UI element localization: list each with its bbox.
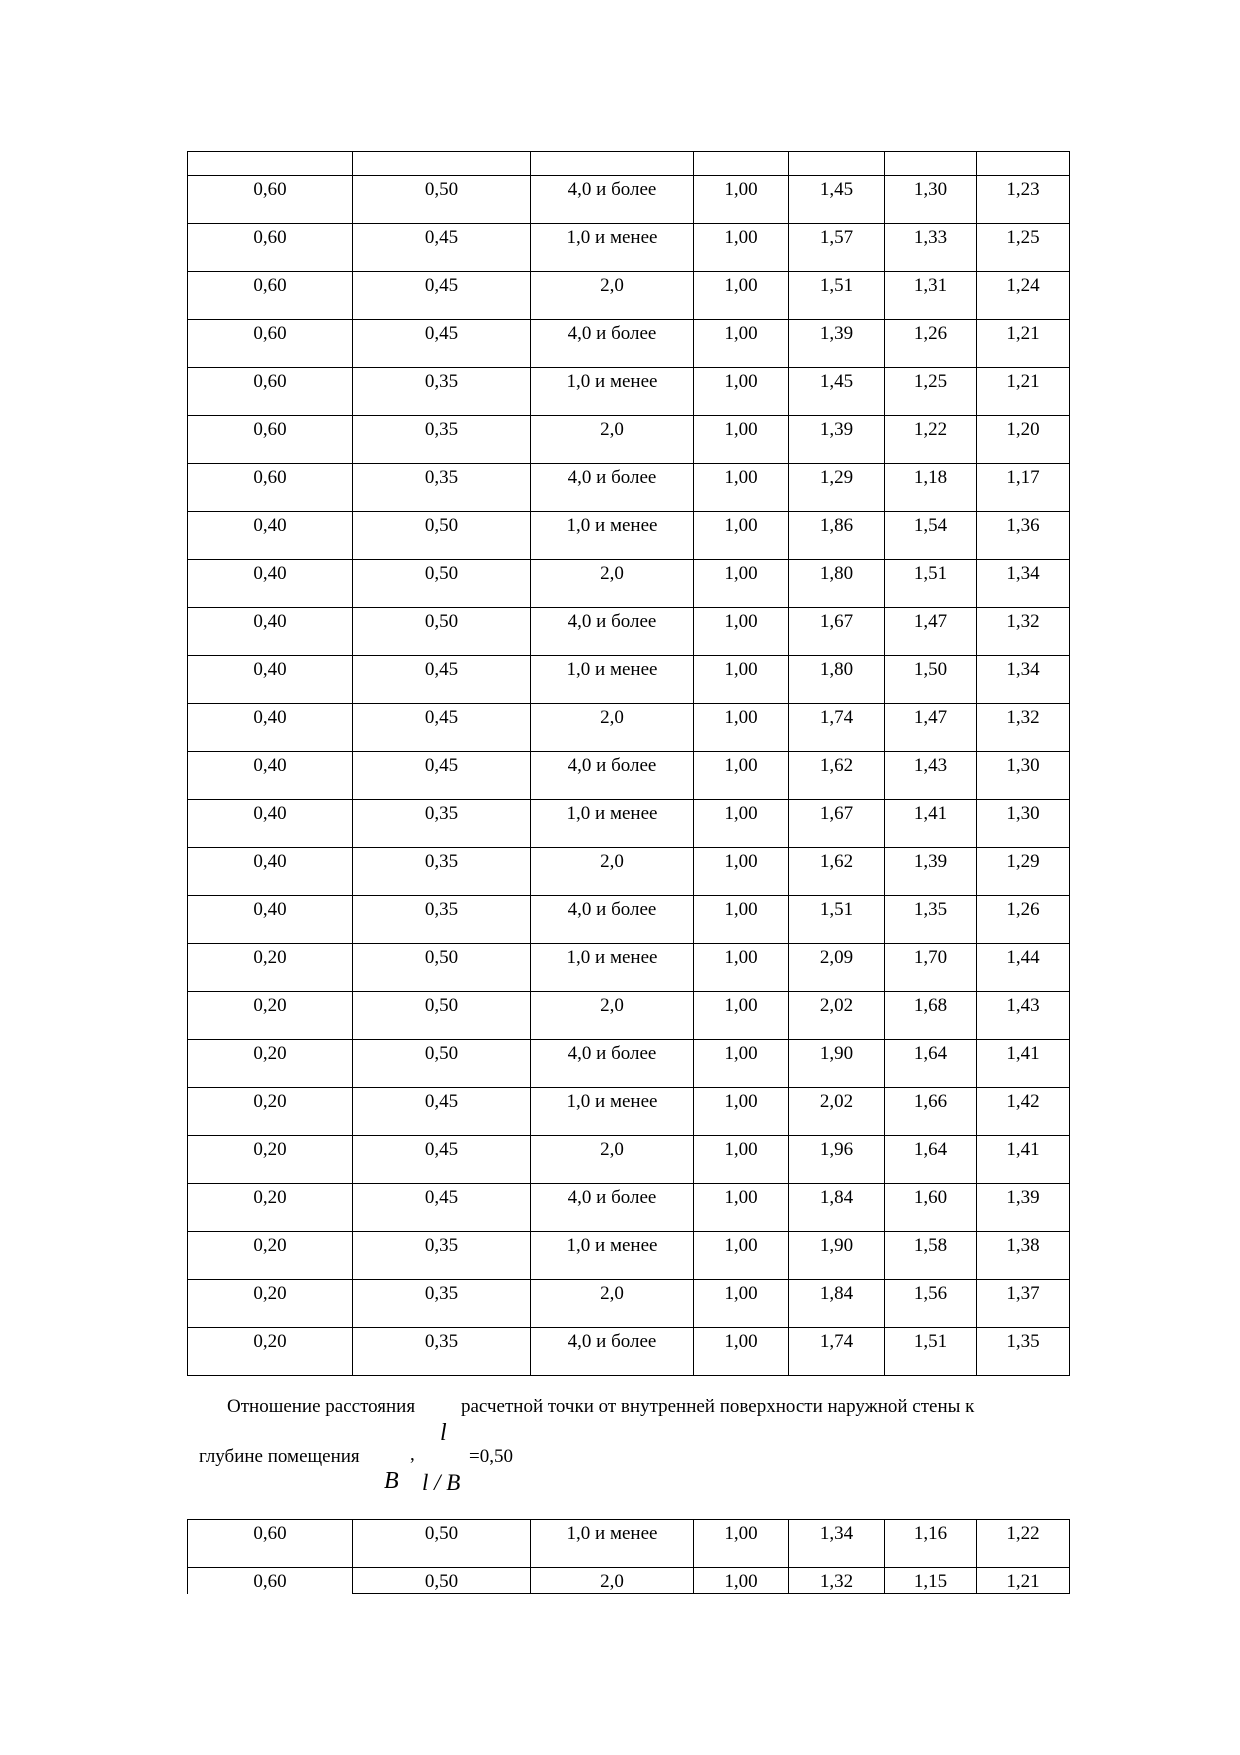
table-cell: 0,35 bbox=[353, 416, 531, 464]
table-cell: 0,35 bbox=[353, 848, 531, 896]
table-cell: 1,51 bbox=[789, 896, 885, 944]
table-cell: 0,50 bbox=[353, 1040, 531, 1088]
table-row bbox=[188, 464, 1070, 512]
table-cell: 1,35 bbox=[977, 1328, 1070, 1376]
table-cell: 1,0 и менее bbox=[531, 800, 694, 848]
table-cell: 1,30 bbox=[885, 176, 977, 224]
table-cell: 2,0 bbox=[531, 416, 694, 464]
table-cell: 1,00 bbox=[694, 1280, 789, 1328]
table-cell: 1,30 bbox=[977, 800, 1070, 848]
table-row bbox=[188, 1232, 1070, 1280]
table-cell: 1,41 bbox=[977, 1040, 1070, 1088]
table-row bbox=[188, 416, 1070, 464]
table-cell: 1,47 bbox=[885, 608, 977, 656]
data-table bbox=[187, 151, 1070, 1376]
table-header-row bbox=[188, 152, 1070, 176]
table-cell: 1,39 bbox=[789, 320, 885, 368]
table-cell: 1,67 bbox=[789, 608, 885, 656]
table-cell: 1,45 bbox=[789, 176, 885, 224]
table-cell: 2,0 bbox=[531, 1136, 694, 1184]
table-cell: 0,45 bbox=[353, 1136, 531, 1184]
table-row bbox=[188, 368, 1070, 416]
table-cell: 0,60 bbox=[188, 320, 353, 368]
table-row bbox=[188, 272, 1070, 320]
table-cell: 2,0 bbox=[531, 1568, 694, 1594]
table-cell: 1,62 bbox=[789, 752, 885, 800]
table-cell: 1,00 bbox=[694, 608, 789, 656]
table-cell: 4,0 и более bbox=[531, 752, 694, 800]
table-cell: 0,20 bbox=[188, 1040, 353, 1088]
table-cell: 1,51 bbox=[885, 1328, 977, 1376]
table-cell: 0,45 bbox=[353, 1184, 531, 1232]
table-cell: 1,30 bbox=[977, 752, 1070, 800]
table-cell: 1,96 bbox=[789, 1136, 885, 1184]
table-row bbox=[188, 224, 1070, 272]
table-cell: 1,00 bbox=[694, 1184, 789, 1232]
table-cell: 1,33 bbox=[885, 224, 977, 272]
table-cell: 1,00 bbox=[694, 512, 789, 560]
table-cell: 0,45 bbox=[353, 1088, 531, 1136]
header-cell bbox=[885, 152, 977, 176]
table-cell: 1,21 bbox=[977, 320, 1070, 368]
table-cell: 1,15 bbox=[885, 1568, 977, 1594]
table-cell: 1,47 bbox=[885, 704, 977, 752]
table-cell: 1,00 bbox=[694, 1568, 789, 1594]
table-cell: 0,40 bbox=[188, 512, 353, 560]
header-cell bbox=[694, 152, 789, 176]
caption-ratio-value: =0,50 bbox=[469, 1446, 513, 1467]
table-cell: 1,62 bbox=[789, 848, 885, 896]
table-row bbox=[188, 1184, 1070, 1232]
table-cell: 1,34 bbox=[789, 1520, 885, 1568]
table-cell: 1,68 bbox=[885, 992, 977, 1040]
table-cell: 2,0 bbox=[531, 272, 694, 320]
table-cell: 1,80 bbox=[789, 560, 885, 608]
table-cell: 1,00 bbox=[694, 416, 789, 464]
table-cell: 1,39 bbox=[977, 1184, 1070, 1232]
table-cell: 1,29 bbox=[977, 848, 1070, 896]
table-cell: 1,39 bbox=[789, 416, 885, 464]
table-cell: 0,20 bbox=[188, 1328, 353, 1376]
table-cell: 1,00 bbox=[694, 176, 789, 224]
table-row bbox=[188, 176, 1070, 224]
table-cell: 0,45 bbox=[353, 704, 531, 752]
data-table-continued bbox=[187, 1519, 1070, 1594]
table-cell: 1,74 bbox=[789, 704, 885, 752]
table-cell: 1,43 bbox=[977, 992, 1070, 1040]
table-cell: 1,0 и менее bbox=[531, 1232, 694, 1280]
table-cell: 0,40 bbox=[188, 560, 353, 608]
table-cell: 0,20 bbox=[188, 1184, 353, 1232]
table-cell: 4,0 и более bbox=[531, 320, 694, 368]
table-cell: 1,36 bbox=[977, 512, 1070, 560]
table-cell: 0,60 bbox=[188, 224, 353, 272]
table-row bbox=[188, 992, 1070, 1040]
table-cell: 0,35 bbox=[353, 896, 531, 944]
table-cell: 0,45 bbox=[353, 224, 531, 272]
header-cell bbox=[977, 152, 1070, 176]
table-cell: 1,64 bbox=[885, 1040, 977, 1088]
table-row bbox=[188, 560, 1070, 608]
table-cell: 1,26 bbox=[885, 320, 977, 368]
table-cell: 1,31 bbox=[885, 272, 977, 320]
table-cell: 0,60 bbox=[188, 1568, 353, 1594]
table-cell: 1,0 и менее bbox=[531, 1088, 694, 1136]
table-cell: 1,21 bbox=[977, 368, 1070, 416]
table-cell: 1,24 bbox=[977, 272, 1070, 320]
table-cell: 1,20 bbox=[977, 416, 1070, 464]
table-cell: 1,0 и менее bbox=[531, 224, 694, 272]
table-cell: 1,00 bbox=[694, 320, 789, 368]
table-cell: 2,02 bbox=[789, 1088, 885, 1136]
table-cell: 1,56 bbox=[885, 1280, 977, 1328]
table-row bbox=[188, 656, 1070, 704]
table-cell: 0,35 bbox=[353, 800, 531, 848]
table-cell: 0,35 bbox=[353, 1328, 531, 1376]
table-cell: 1,39 bbox=[885, 848, 977, 896]
table-cell: 1,51 bbox=[789, 272, 885, 320]
table-cell: 0,50 bbox=[353, 560, 531, 608]
table-cell: 0,50 bbox=[353, 176, 531, 224]
table-cell: 1,18 bbox=[885, 464, 977, 512]
table-cell: 0,50 bbox=[353, 1568, 531, 1594]
table-cell: 1,00 bbox=[694, 1136, 789, 1184]
table-cell: 0,40 bbox=[188, 608, 353, 656]
table-cell: 1,42 bbox=[977, 1088, 1070, 1136]
table-cell: 1,45 bbox=[789, 368, 885, 416]
table-row bbox=[188, 1136, 1070, 1184]
table-row bbox=[188, 1520, 1070, 1568]
table-row bbox=[188, 1328, 1070, 1376]
table-cell: 1,90 bbox=[789, 1040, 885, 1088]
table-cell: 1,37 bbox=[977, 1280, 1070, 1328]
table-cell: 1,34 bbox=[977, 656, 1070, 704]
table-cell: 4,0 и более bbox=[531, 896, 694, 944]
table-cell: 1,54 bbox=[885, 512, 977, 560]
table-cell: 1,32 bbox=[977, 704, 1070, 752]
table-cell: 1,41 bbox=[885, 800, 977, 848]
table-cell: 1,22 bbox=[977, 1520, 1070, 1568]
table-cell: 1,0 и менее bbox=[531, 1520, 694, 1568]
table-cell: 0,60 bbox=[188, 416, 353, 464]
table-row bbox=[188, 1040, 1070, 1088]
table-cell: 1,00 bbox=[694, 992, 789, 1040]
table-row bbox=[188, 800, 1070, 848]
table-cell: 1,74 bbox=[789, 1328, 885, 1376]
table-cell: 1,67 bbox=[789, 800, 885, 848]
table-cell: 4,0 и более bbox=[531, 1328, 694, 1376]
table-cell: 1,00 bbox=[694, 752, 789, 800]
table-row bbox=[188, 512, 1070, 560]
table-row bbox=[188, 944, 1070, 992]
table-cell: 1,00 bbox=[694, 1040, 789, 1088]
table-cell: 1,29 bbox=[789, 464, 885, 512]
table-cell: 1,0 и менее bbox=[531, 368, 694, 416]
table-row bbox=[188, 704, 1070, 752]
table-row bbox=[188, 1088, 1070, 1136]
table-cell: 1,58 bbox=[885, 1232, 977, 1280]
table-cell: 1,00 bbox=[694, 224, 789, 272]
table-row bbox=[188, 896, 1070, 944]
table-cell: 1,00 bbox=[694, 896, 789, 944]
table-cell: 0,40 bbox=[188, 704, 353, 752]
table-cell: 1,90 bbox=[789, 1232, 885, 1280]
table-cell: 1,00 bbox=[694, 1088, 789, 1136]
table-cell: 0,45 bbox=[353, 752, 531, 800]
table-cell: 1,44 bbox=[977, 944, 1070, 992]
table-cell: 0,45 bbox=[353, 656, 531, 704]
table-row bbox=[188, 320, 1070, 368]
table-cell: 0,40 bbox=[188, 656, 353, 704]
table-cell: 1,41 bbox=[977, 1136, 1070, 1184]
table-cell: 0,40 bbox=[188, 752, 353, 800]
table-cell: 1,00 bbox=[694, 1328, 789, 1376]
header-cell bbox=[353, 152, 531, 176]
table-cell: 0,50 bbox=[353, 608, 531, 656]
table-cell: 0,50 bbox=[353, 944, 531, 992]
table-cell: 0,20 bbox=[188, 944, 353, 992]
table-cell: 1,0 и менее bbox=[531, 656, 694, 704]
table-cell: 2,0 bbox=[531, 848, 694, 896]
table-cell: 1,70 bbox=[885, 944, 977, 992]
table-cell: 0,45 bbox=[353, 272, 531, 320]
table-cell: 1,00 bbox=[694, 656, 789, 704]
table-row bbox=[188, 608, 1070, 656]
table-cell: 1,21 bbox=[977, 1568, 1070, 1594]
table-cell: 1,51 bbox=[885, 560, 977, 608]
table-cell: 0,40 bbox=[188, 800, 353, 848]
table-cell: 1,43 bbox=[885, 752, 977, 800]
formula-ratio: l / B bbox=[422, 1470, 461, 1495]
table-cell: 0,60 bbox=[188, 272, 353, 320]
table-cell: 0,60 bbox=[188, 368, 353, 416]
table-cell: 1,32 bbox=[977, 608, 1070, 656]
table-cell: 1,00 bbox=[694, 944, 789, 992]
data-table-body bbox=[188, 152, 1070, 1376]
table-cell: 1,80 bbox=[789, 656, 885, 704]
table-cell: 0,40 bbox=[188, 896, 353, 944]
caption-text-line2: глубине помещения bbox=[199, 1446, 360, 1467]
table-cell: 1,86 bbox=[789, 512, 885, 560]
table-cell: 1,00 bbox=[694, 800, 789, 848]
table-cell: 2,02 bbox=[789, 992, 885, 1040]
table-cell: 4,0 и более bbox=[531, 464, 694, 512]
caption-text-rest: расчетной точки от внутренней поверхности наружной стены к bbox=[461, 1396, 975, 1417]
table-cell: 0,35 bbox=[353, 368, 531, 416]
table-cell: 1,26 bbox=[977, 896, 1070, 944]
table-cell: 4,0 и более bbox=[531, 176, 694, 224]
table-cell: 0,35 bbox=[353, 1232, 531, 1280]
table-cell: 0,20 bbox=[188, 1088, 353, 1136]
table-cell: 1,00 bbox=[694, 1520, 789, 1568]
table-cell: 1,25 bbox=[977, 224, 1070, 272]
table-cell: 0,40 bbox=[188, 848, 353, 896]
table-cell: 1,84 bbox=[789, 1184, 885, 1232]
table-cell: 1,00 bbox=[694, 848, 789, 896]
table-cell: 1,00 bbox=[694, 560, 789, 608]
caption-comma: , bbox=[410, 1444, 415, 1465]
table-row bbox=[188, 1568, 1070, 1594]
table-row bbox=[188, 752, 1070, 800]
table-cell: 1,00 bbox=[694, 368, 789, 416]
table-cell: 1,84 bbox=[789, 1280, 885, 1328]
table-cell: 2,0 bbox=[531, 704, 694, 752]
table-cell: 1,50 bbox=[885, 656, 977, 704]
table-cell: 1,00 bbox=[694, 704, 789, 752]
table-cell: 1,16 bbox=[885, 1520, 977, 1568]
table-cell: 0,50 bbox=[353, 1520, 531, 1568]
table-cell: 0,50 bbox=[353, 992, 531, 1040]
table-row bbox=[188, 1280, 1070, 1328]
data-table-continued-body bbox=[188, 1520, 1070, 1594]
table-cell: 0,20 bbox=[188, 992, 353, 1040]
header-cell bbox=[188, 152, 353, 176]
table-cell: 0,20 bbox=[188, 1232, 353, 1280]
caption-text-start: Отношение расстояния bbox=[227, 1396, 416, 1417]
formula-b-symbol: B bbox=[384, 1468, 399, 1494]
table-cell: 1,60 bbox=[885, 1184, 977, 1232]
table-cell: 1,00 bbox=[694, 464, 789, 512]
table-cell: 1,32 bbox=[789, 1568, 885, 1594]
table-cell: 0,60 bbox=[188, 464, 353, 512]
table-cell: 4,0 и более bbox=[531, 608, 694, 656]
table-cell: 1,66 bbox=[885, 1088, 977, 1136]
table-cell: 4,0 и более bbox=[531, 1040, 694, 1088]
table-cell: 2,0 bbox=[531, 992, 694, 1040]
table-cell: 1,0 и менее bbox=[531, 944, 694, 992]
table-cell: 0,60 bbox=[188, 176, 353, 224]
table-cell: 2,0 bbox=[531, 1280, 694, 1328]
table-cell: 0,50 bbox=[353, 512, 531, 560]
table-cell: 4,0 и более bbox=[531, 1184, 694, 1232]
table-cell: 0,35 bbox=[353, 1280, 531, 1328]
table-cell: 1,34 bbox=[977, 560, 1070, 608]
table-cell: 1,17 bbox=[977, 464, 1070, 512]
table-cell: 1,00 bbox=[694, 1232, 789, 1280]
table-cell: 1,22 bbox=[885, 416, 977, 464]
table-row bbox=[188, 848, 1070, 896]
formula-l-symbol: l bbox=[440, 1420, 447, 1446]
table-cell: 1,23 bbox=[977, 176, 1070, 224]
header-cell bbox=[789, 152, 885, 176]
table-cell: 1,57 bbox=[789, 224, 885, 272]
table-cell: 1,64 bbox=[885, 1136, 977, 1184]
table-cell: 1,0 и менее bbox=[531, 512, 694, 560]
table-cell: 0,45 bbox=[353, 320, 531, 368]
table-cell: 1,25 bbox=[885, 368, 977, 416]
table-cell: 1,35 bbox=[885, 896, 977, 944]
table-cell: 1,38 bbox=[977, 1232, 1070, 1280]
table-cell: 0,20 bbox=[188, 1280, 353, 1328]
table-cell: 2,0 bbox=[531, 560, 694, 608]
header-cell bbox=[531, 152, 694, 176]
table-cell: 1,00 bbox=[694, 272, 789, 320]
table-cell: 0,35 bbox=[353, 464, 531, 512]
table-cell: 2,09 bbox=[789, 944, 885, 992]
table-cell: 0,60 bbox=[188, 1520, 353, 1568]
table-cell: 0,20 bbox=[188, 1136, 353, 1184]
